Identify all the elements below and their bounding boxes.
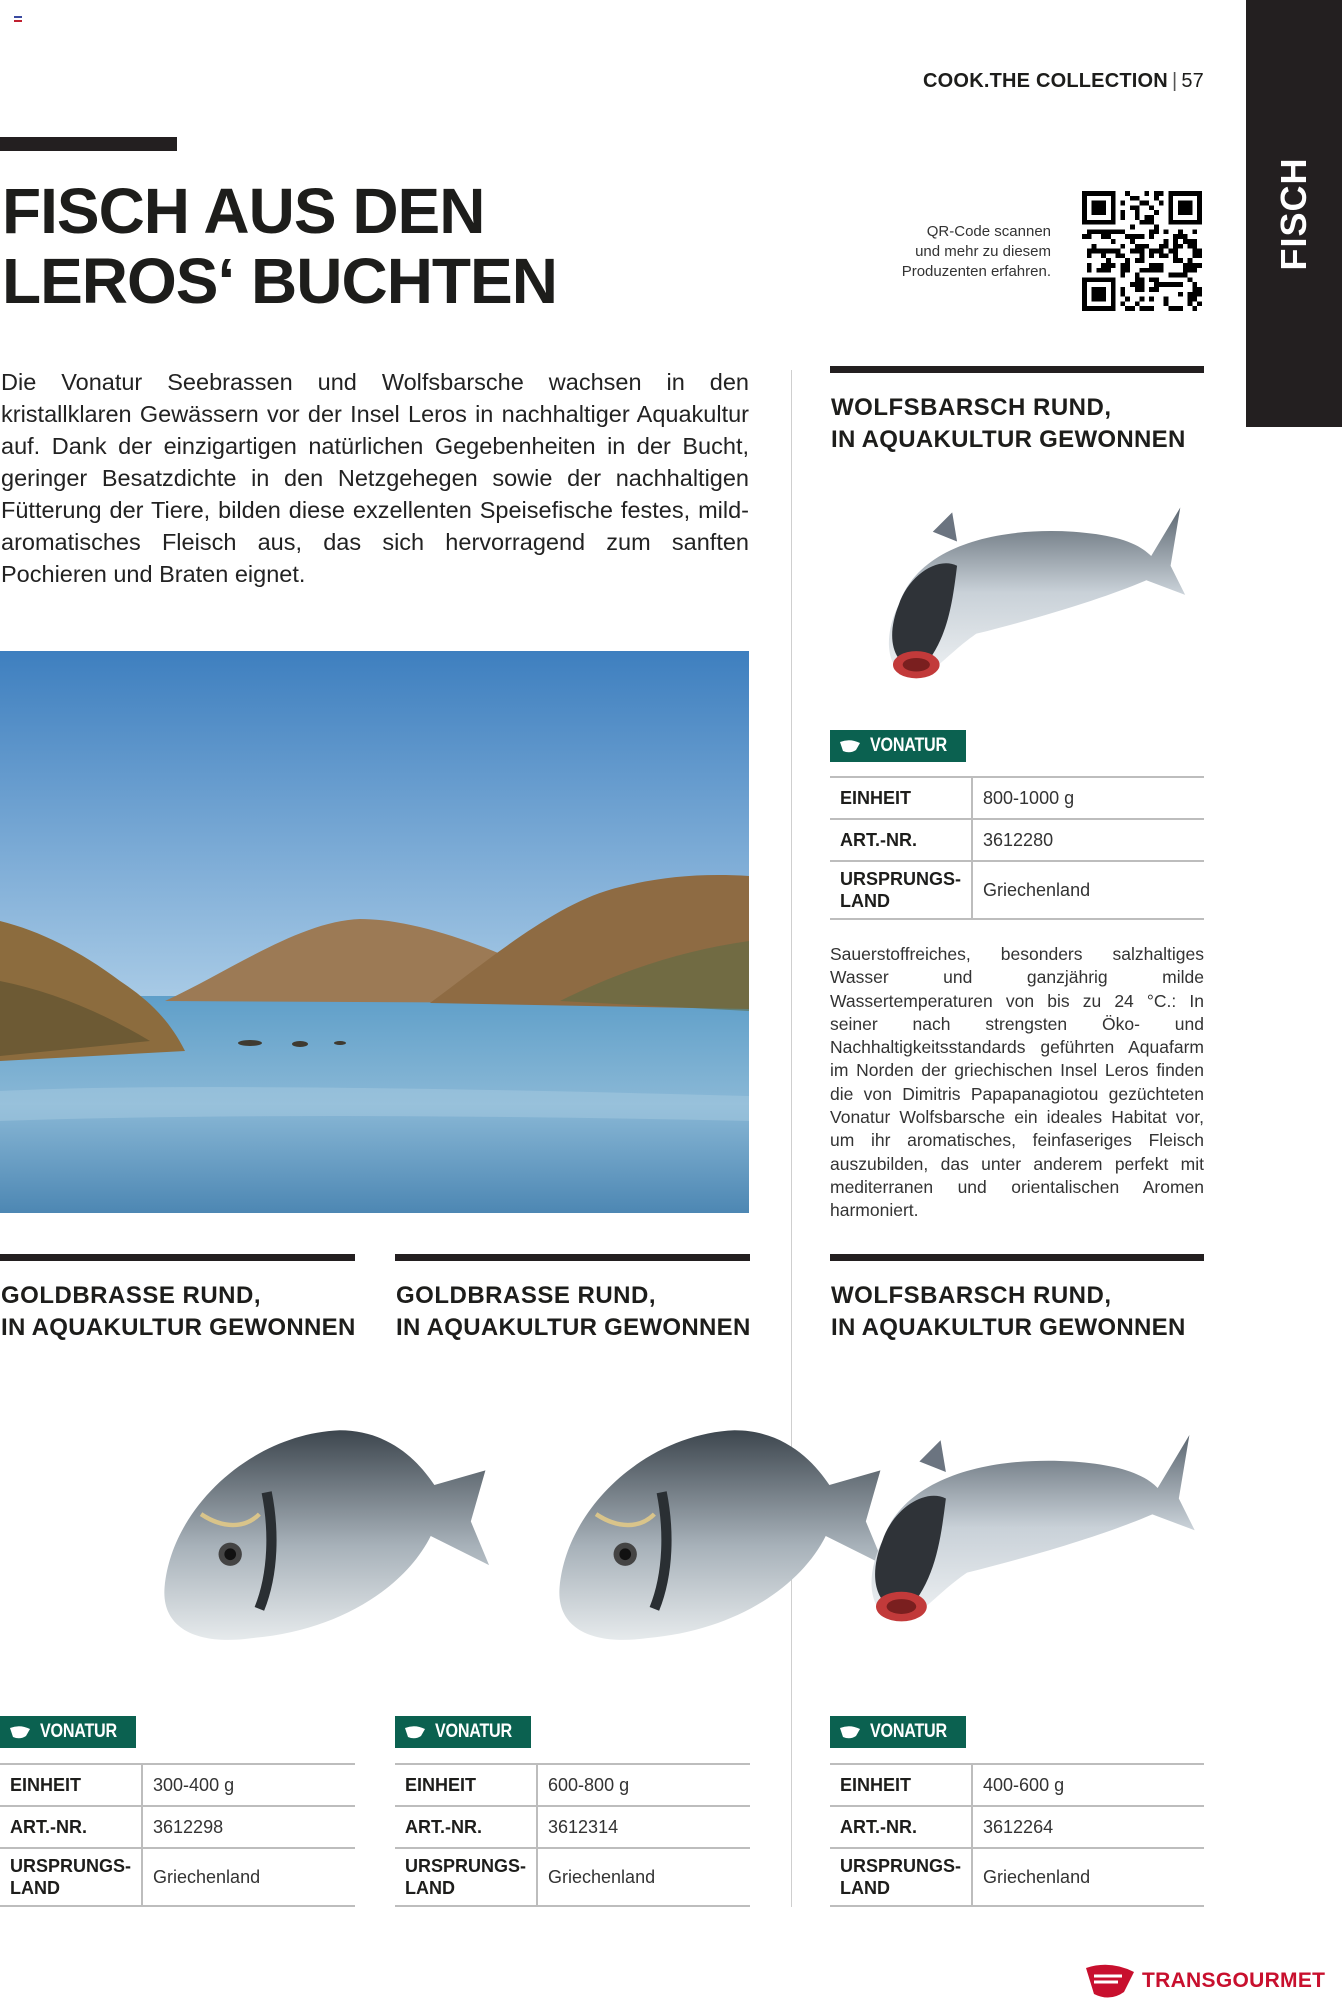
page-number: 57: [1181, 70, 1204, 92]
art-value: 3612314: [537, 1806, 750, 1848]
origin-label: [0, 1848, 142, 1906]
product-bar: [0, 1254, 355, 1261]
transgourmet-mini-logo-icon: [830, 1725, 870, 1739]
product-name: GOLDBRASSE RUND,: [1, 1282, 262, 1309]
origin-label-line: LAND: [405, 1878, 455, 1898]
product-description: Sauerstoffreiches, besonders salzhaltiges Wasser und ganzjährig milde Wassertemperaturen von bis zu 24 °C.: In seiner nach strengsten Öko- und Nachhaltigkeitsstandards geführten Aquafarm im Norden der griechischen Insel Leros finden die von Dimitris Papapanagiotou gezüchteten Vonatur Wolfsbarsche ein ideales Habitat vor, um ihr aromatisches, feinfaseriges Fleisch auszubilden, das unter anderem perfekt mit mediterranen und orientalischen Aromen harmoniert.: [830, 944, 1204, 1221]
table-row: [830, 861, 1204, 919]
origin-value: Griechenland: [142, 1848, 355, 1906]
title-line: FISCH AUS DEN: [2, 175, 485, 247]
vonatur-badge: [395, 1716, 531, 1748]
table-row: [830, 1764, 1204, 1806]
spec-table: [395, 1763, 750, 1907]
art-label: ART.-NR.: [830, 1806, 972, 1848]
brand-name: TRANSGOURMET: [1142, 1969, 1326, 1992]
collection-name: COOK.THE COLLECTION: [923, 70, 1168, 92]
section-tab-label: FISCH: [1273, 157, 1314, 271]
badge-label: VONATUR: [870, 1721, 947, 1742]
origin-label-line: LAND: [840, 891, 890, 911]
gilthead-bream-image: [150, 1371, 500, 1701]
transgourmet-mini-logo-icon: [395, 1725, 435, 1739]
product-heading: [396, 1280, 751, 1344]
art-label: ART.-NR.: [0, 1806, 142, 1848]
spec-table: [830, 776, 1204, 920]
transgourmet-mini-logo-icon: [0, 1725, 40, 1739]
badge-label: VONATUR: [435, 1721, 512, 1742]
table-row: [395, 1848, 750, 1906]
running-header: [923, 70, 1204, 93]
table-row: [830, 1806, 1204, 1848]
unit-label: EINHEIT: [830, 777, 972, 819]
leros-bay-photo: [0, 651, 749, 1213]
product-name: GOLDBRASSE RUND,: [396, 1282, 657, 1309]
origin-value: Griechenland: [972, 861, 1204, 919]
origin-value: Griechenland: [972, 1848, 1204, 1906]
qr-caption-line: und mehr zu diesem: [915, 243, 1051, 260]
unit-value: 300-400 g: [142, 1764, 355, 1806]
unit-value: 800-1000 g: [972, 777, 1204, 819]
flag-mark: [14, 16, 22, 22]
art-value: 3612298: [142, 1806, 355, 1848]
product-heading: [831, 1280, 1205, 1344]
unit-label: EINHEIT: [395, 1764, 537, 1806]
unit-label: EINHEIT: [830, 1764, 972, 1806]
origin-label: [830, 861, 972, 919]
table-row: [0, 1848, 355, 1906]
sea-bass-image: [840, 1410, 1200, 1640]
product-subtitle: IN AQUAKULTUR GEWONNEN: [831, 426, 1186, 453]
table-row: [395, 1806, 750, 1848]
transgourmet-emblem-icon: [1084, 1962, 1136, 2000]
qr-caption-line: Produzenten erfahren.: [901, 263, 1051, 280]
badge-label: VONATUR: [40, 1721, 117, 1742]
table-row: [830, 819, 1204, 861]
spec-table: [830, 1763, 1204, 1907]
origin-label: [395, 1848, 537, 1906]
transgourmet-mini-logo-icon: [830, 739, 870, 753]
badge-label: VONATUR: [870, 735, 947, 756]
table-row: [0, 1806, 355, 1848]
sea-bass-image: [860, 485, 1190, 695]
qr-caption: [902, 222, 1051, 282]
page-title: [2, 176, 557, 316]
qr-code[interactable]: [1082, 191, 1202, 311]
art-label: ART.-NR.: [395, 1806, 537, 1848]
product-name: WOLFSBARSCH RUND,: [831, 394, 1112, 421]
table-row: [830, 1848, 1204, 1906]
qr-caption-line: QR-Code scannen: [926, 223, 1051, 240]
product-bar: [830, 366, 1204, 373]
unit-label: EINHEIT: [0, 1764, 142, 1806]
unit-value: 600-800 g: [537, 1764, 750, 1806]
product-bar: [830, 1254, 1204, 1261]
vonatur-badge: [830, 730, 966, 762]
product-heading: [1, 1280, 356, 1344]
art-value: 3612264: [972, 1806, 1204, 1848]
product-subtitle: IN AQUAKULTUR GEWONNEN: [1, 1314, 356, 1341]
product-image: [150, 1371, 500, 1701]
product-heading: [831, 392, 1205, 456]
separator: |: [1171, 70, 1178, 92]
table-row: [0, 1764, 355, 1806]
vonatur-badge: [830, 1716, 966, 1748]
art-value: 3612280: [972, 819, 1204, 861]
product-image: [840, 1410, 1200, 1640]
origin-label-line: URSPRUNGS-: [840, 869, 962, 889]
origin-value: Griechenland: [537, 1848, 750, 1906]
section-tab: [1246, 0, 1342, 427]
vonatur-badge: [0, 1716, 136, 1748]
product-name: WOLFSBARSCH RUND,: [831, 1282, 1112, 1309]
table-row: [830, 777, 1204, 819]
product-subtitle: IN AQUAKULTUR GEWONNEN: [831, 1314, 1186, 1341]
origin-label: [830, 1848, 972, 1906]
intro-paragraph: Die Vonatur Seebrassen und Wolfsbarsche wachsen in den kristallklaren Gewässern vor der Insel Leros in nachhaltiger Aquakultur auf. Dank der einzigartigen natürlichen Gegebenheiten in der Bucht, geringer Besatzdichte in den Netzgehegen sowie der nachhaltigen Fütterung der Tiere, bilden diese exzellenten Speisefische festes, mild-aromatisches Fleisch aus, das sich hervorragend zum sanften Pochieren und Braten eignet.: [1, 369, 749, 587]
origin-label-line: URSPRUNGS-: [840, 1856, 962, 1876]
unit-value: 400-600 g: [972, 1764, 1204, 1806]
product-image: [860, 485, 1190, 695]
art-label: ART.-NR.: [830, 819, 972, 861]
origin-label-line: LAND: [840, 1878, 890, 1898]
transgourmet-logo: [1084, 1962, 1325, 2000]
product-bar: [395, 1254, 750, 1261]
title-line: LEROS‘ BUCHTEN: [2, 245, 557, 317]
spec-table: [0, 1763, 355, 1907]
title-bar: [0, 137, 177, 151]
product-subtitle: IN AQUAKULTUR GEWONNEN: [396, 1314, 751, 1341]
table-row: [395, 1764, 750, 1806]
origin-label-line: LAND: [10, 1878, 60, 1898]
origin-label-line: URSPRUNGS-: [10, 1856, 132, 1876]
origin-label-line: URSPRUNGS-: [405, 1856, 527, 1876]
